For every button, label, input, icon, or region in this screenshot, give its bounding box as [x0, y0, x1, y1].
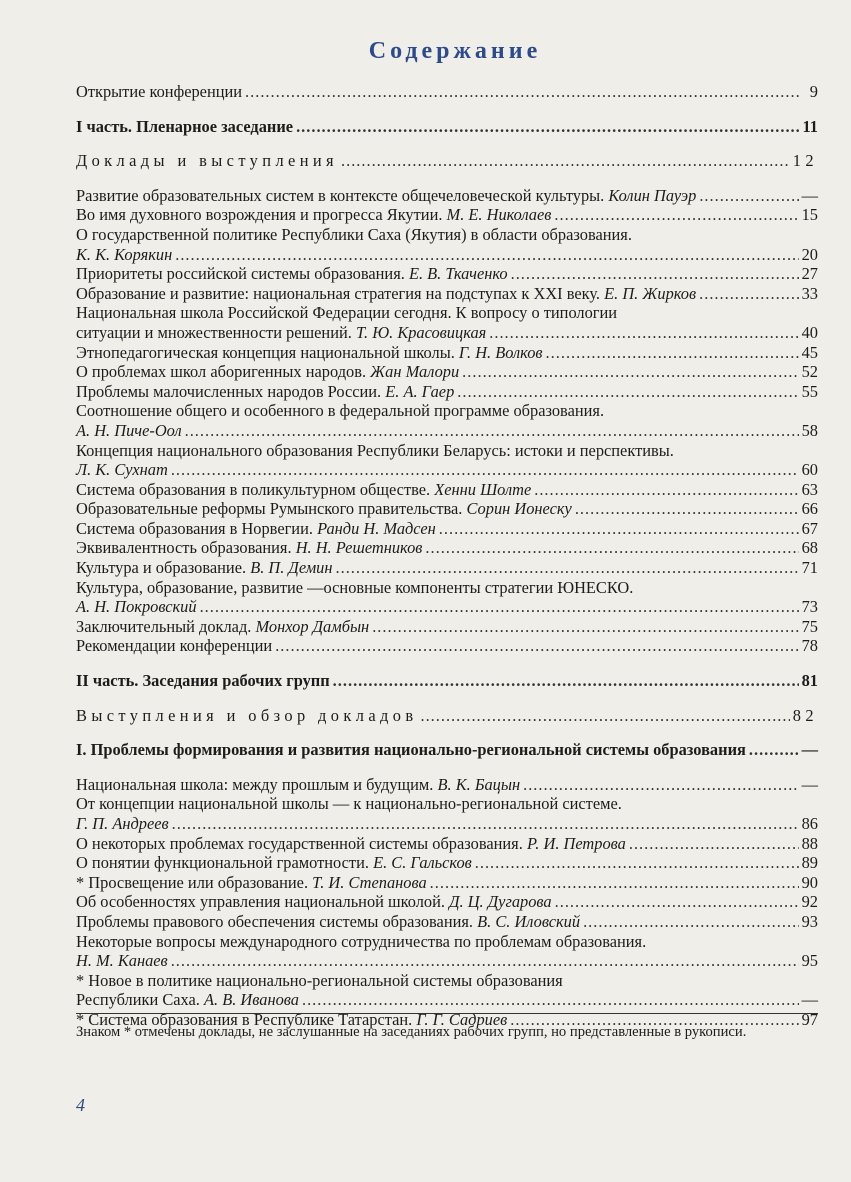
- toc-entry-page: 97: [801, 1009, 818, 1029]
- toc-entry-page: 12: [792, 151, 818, 171]
- toc-entry-page: 71: [801, 558, 818, 578]
- toc-entry: [76, 932, 818, 971]
- toc-entry-author: Н. Н. Решетников: [295, 538, 423, 558]
- toc-entry-page: 73: [801, 597, 818, 617]
- dot-leader: [171, 460, 799, 480]
- toc-entry-title: Развитие образовательных систем в контексте общечеловеческой культуры.: [76, 185, 605, 205]
- toc-subsection-heading: [76, 740, 818, 760]
- toc-entry-page: 58: [801, 420, 818, 440]
- toc-entry-title: Культура, образование, развитие —основные компоненты стратегии ЮНЕСКО.: [76, 577, 634, 597]
- toc-section-heading: [76, 706, 818, 726]
- toc-part-heading: [76, 671, 818, 691]
- toc-entry: [76, 401, 818, 440]
- toc-entry-title: II часть. Заседания рабочих групп: [76, 671, 330, 691]
- toc-entry-page: —: [801, 990, 818, 1010]
- toc-entry-page: 93: [801, 911, 818, 931]
- toc-entry-page: 15: [801, 205, 818, 225]
- toc-entry-page: 86: [801, 814, 818, 833]
- toc-entry-title: О государственной политике Республики Саха (Якутия) в области образования.: [76, 224, 632, 244]
- toc-entry-title: Этнопедагогическая концепция национальной школы.: [76, 342, 455, 362]
- toc-entry-author: А. В. Иванова: [204, 990, 299, 1010]
- toc-entry-author: Жан Малори: [370, 362, 460, 382]
- toc-entry-page: 63: [801, 479, 818, 499]
- toc-entry-page: 81: [801, 671, 818, 691]
- toc-entry: [76, 519, 818, 539]
- toc-entry-page: 66: [801, 499, 818, 519]
- toc-entry: [76, 205, 818, 225]
- dot-leader: [296, 117, 799, 137]
- toc-entry-author: Е. А. Гаер: [385, 381, 455, 401]
- toc-entry-author: Ранди Н. Мадсен: [317, 518, 436, 538]
- toc-entry-page: 68: [801, 538, 818, 558]
- toc-entry: [76, 303, 818, 342]
- dot-leader: [523, 775, 799, 795]
- toc-entry-title: I. Проблемы формирования и развития национально-региональной системы образования: [76, 740, 746, 760]
- toc-entry: [76, 82, 818, 102]
- toc-entry-page: 75: [801, 616, 818, 636]
- toc-entry-page: 89: [801, 853, 818, 873]
- toc-entry: [76, 834, 818, 854]
- dot-leader: [699, 186, 798, 206]
- toc-entry-title: Некоторые вопросы международного сотрудничества по проблемам образования.: [76, 931, 647, 951]
- toc-entry-title: О проблемах школ аборигенных народов.: [76, 362, 367, 382]
- dot-leader: [555, 892, 799, 912]
- dot-leader: [534, 480, 798, 500]
- toc-entry-title: Концепция национального образования Республики Беларусь: истоки и перспективы.: [76, 440, 674, 460]
- toc-entry-title: Национальная школа Российской Федерации сегодня. К вопросу о типологии: [76, 303, 618, 323]
- dot-leader: [546, 343, 799, 363]
- dot-leader: [171, 951, 799, 971]
- toc-entry-author: Г. Н. Волков: [458, 342, 543, 362]
- toc-entry-title: Открытие конференции: [76, 82, 243, 101]
- toc-entry-page: 90: [801, 872, 818, 892]
- toc-entry-title: Республики Саха.: [76, 990, 200, 1010]
- toc-entry-title: Выступления и обзор докладов: [76, 705, 418, 725]
- toc-entry-title: Соотношение общего и особенного в федеральной программе образования.: [76, 401, 605, 421]
- dot-leader: [699, 284, 798, 304]
- toc-entry-title: ситуации и множественности решений.: [76, 322, 352, 342]
- toc-entry-title: О понятии функциональной грамотности.: [76, 853, 369, 873]
- toc-entry: [76, 794, 818, 833]
- toc-entry-title: * Система образования в Республике Татарстан.: [76, 1009, 413, 1029]
- dot-leader: [336, 558, 799, 578]
- dot-leader: [172, 814, 799, 834]
- toc-entry-page: 78: [801, 636, 818, 656]
- toc-entry-author: Г. Г. Садриев: [416, 1009, 508, 1029]
- toc-entry-author: В. П. Демин: [250, 558, 333, 578]
- toc-entry: [76, 382, 818, 402]
- toc-entry-page: 67: [801, 518, 818, 538]
- dot-leader: [175, 245, 798, 265]
- toc-entry: [76, 264, 818, 284]
- toc-entry-title: Культура и образование.: [76, 558, 247, 578]
- toc-entry-author: А. Н. Покровский: [76, 597, 197, 617]
- toc-entry-author: Колин Пауэр: [608, 185, 697, 205]
- toc-entry-page: —: [801, 740, 818, 760]
- toc-entry-author: Л. К. Сухнат: [76, 460, 168, 480]
- dot-leader: [629, 834, 799, 854]
- toc-entry: [76, 578, 818, 617]
- toc-entry: [76, 873, 818, 893]
- toc-entry: [76, 480, 818, 500]
- toc-entry: [76, 441, 818, 480]
- dot-leader: [200, 597, 799, 617]
- toc-entry-author: Сорин Ионеску: [466, 499, 572, 519]
- toc-entry-author: Д. Ц. Дугарова: [449, 892, 552, 912]
- page-number: 4: [76, 1095, 85, 1115]
- toc-entry-title: О некоторых проблемах государственной системы образования.: [76, 833, 523, 853]
- toc-entry: [76, 853, 818, 873]
- dot-leader: [341, 151, 790, 171]
- toc-entry-page: 55: [801, 381, 818, 401]
- toc-entry: [76, 775, 818, 795]
- toc-entry-page: 60: [801, 460, 818, 480]
- toc-entry-author: Е. С. Гальсков: [373, 853, 472, 873]
- toc-entry: [76, 186, 818, 206]
- dot-leader: [425, 538, 798, 558]
- toc-entry: [76, 225, 818, 264]
- toc-part-heading: [76, 117, 818, 137]
- toc-entry-author: Е. В. Ткаченко: [408, 264, 508, 284]
- toc-entry-title: Рекомендации конференции: [76, 636, 273, 656]
- toc-entry-author: А. Н. Пиче-Оол: [76, 420, 182, 440]
- toc-entry-page: 88: [801, 833, 818, 853]
- dot-leader: [462, 362, 798, 382]
- toc-entry-title: Система образования в поликультурном обществе.: [76, 479, 431, 499]
- toc-entry-title: Образовательные реформы Румынского правительства.: [76, 499, 463, 519]
- toc-entry-title: Образование и развитие: национальная стратегия на подступах к XXI веку.: [76, 283, 601, 303]
- toc-entry: [76, 636, 818, 656]
- toc-entry-page: 11: [802, 116, 818, 136]
- dot-leader: [420, 706, 789, 726]
- toc-entry-page: 92: [801, 892, 818, 912]
- dot-leader: [372, 617, 798, 637]
- toc-entry-title: I часть. Пленарное заседание: [76, 116, 294, 136]
- toc-entry-author: Г. П. Андреев: [76, 814, 169, 833]
- toc-entry-author: Т. Ю. Красовицкая: [355, 322, 487, 342]
- toc-entry: [76, 971, 818, 1010]
- toc-entry-author: Монхор Дамбын: [255, 616, 370, 636]
- toc-entry-title: Заключительный доклад.: [76, 616, 252, 636]
- toc-entry-page: —: [801, 185, 818, 205]
- toc-entry-page: 33: [801, 283, 818, 303]
- toc-entry-title: * Просвещение или образование.: [76, 872, 309, 892]
- toc-entry-author: Р. И. Петрова: [526, 833, 626, 853]
- toc-entry-title: Система образования в Норвегии.: [76, 518, 313, 538]
- toc-entry-title: Эквивалентность образования.: [76, 538, 292, 558]
- toc-entry-title: Проблемы правового обеспечения системы образования.: [76, 911, 473, 931]
- dot-leader: [430, 873, 799, 893]
- toc-entry-author: В. С. Иловский: [477, 911, 581, 931]
- toc-entry-title: Во имя духовного возрождения и прогресса Якутии.: [76, 205, 443, 225]
- footnote-divider: [76, 1013, 818, 1014]
- toc-entry-title: Национальная школа: между прошлым и будущим.: [76, 774, 434, 794]
- toc-entry: [76, 284, 818, 304]
- dot-leader: [245, 82, 799, 102]
- toc-entry-page: 9: [809, 82, 818, 101]
- dot-leader: [749, 740, 799, 760]
- toc-entry: [76, 912, 818, 932]
- dot-leader: [583, 912, 799, 932]
- toc-entry: [76, 892, 818, 912]
- toc-entry-title: * Новое в политике национально-региональной системы образования: [76, 970, 563, 990]
- toc-entry-page: 40: [801, 322, 818, 342]
- toc-entry: [76, 362, 818, 382]
- dot-leader: [489, 323, 798, 343]
- toc-entry: [76, 499, 818, 519]
- toc-entry: [76, 617, 818, 637]
- page-title: Содержание: [368, 38, 542, 64]
- toc-entry-author: К. К. Корякин: [76, 244, 173, 264]
- dot-leader: [475, 853, 799, 873]
- toc-entry-title: От концепции национальной школы — к национально-региональной системе.: [76, 794, 622, 814]
- dot-leader: [439, 519, 799, 539]
- dot-leader: [457, 382, 798, 402]
- toc-entry-page: 45: [801, 342, 818, 362]
- toc-entry: [76, 538, 818, 558]
- dot-leader: [275, 636, 798, 656]
- toc-entry-author: М. Е. Николаев: [446, 205, 552, 225]
- toc-entry-title: Проблемы малочисленных народов России.: [76, 381, 382, 401]
- toc-entry-author: Е. П. Жирков: [604, 283, 697, 303]
- toc-entry-author: Хенни Шолте: [434, 479, 532, 499]
- dot-leader: [333, 671, 799, 691]
- toc-entry-author: Н. М. Канаев: [76, 951, 168, 971]
- toc-entry-page: 27: [801, 264, 818, 284]
- dot-leader: [511, 264, 799, 284]
- toc-entry-page: 20: [801, 244, 818, 264]
- table-of-contents: [76, 82, 818, 1030]
- dot-leader: [302, 990, 799, 1010]
- toc-entry-page: 95: [801, 951, 818, 971]
- footnote: Знаком * отмечены доклады, не заслушанные на заседаниях рабочих групп, но представленные в рукописи.: [76, 1024, 747, 1040]
- toc-entry-author: Т. И. Степанова: [312, 872, 427, 892]
- dot-leader: [185, 421, 799, 441]
- toc-entry-title: Об особенностях управления национальной школой.: [76, 892, 445, 912]
- toc-entry-page: 52: [801, 362, 818, 382]
- toc-entry: [76, 343, 818, 363]
- toc-entry-title: Приоритеты российской системы образования.: [76, 264, 405, 284]
- toc-entry: [76, 558, 818, 578]
- toc-section-heading: [76, 151, 818, 171]
- toc-entry-title: Доклады и выступления: [76, 151, 338, 171]
- dot-leader: [575, 499, 799, 519]
- toc-entry-page: 82: [792, 705, 818, 725]
- toc-entry-author: В. К. Бацын: [437, 774, 521, 794]
- toc-entry-page: —: [801, 774, 818, 794]
- dot-leader: [554, 205, 798, 225]
